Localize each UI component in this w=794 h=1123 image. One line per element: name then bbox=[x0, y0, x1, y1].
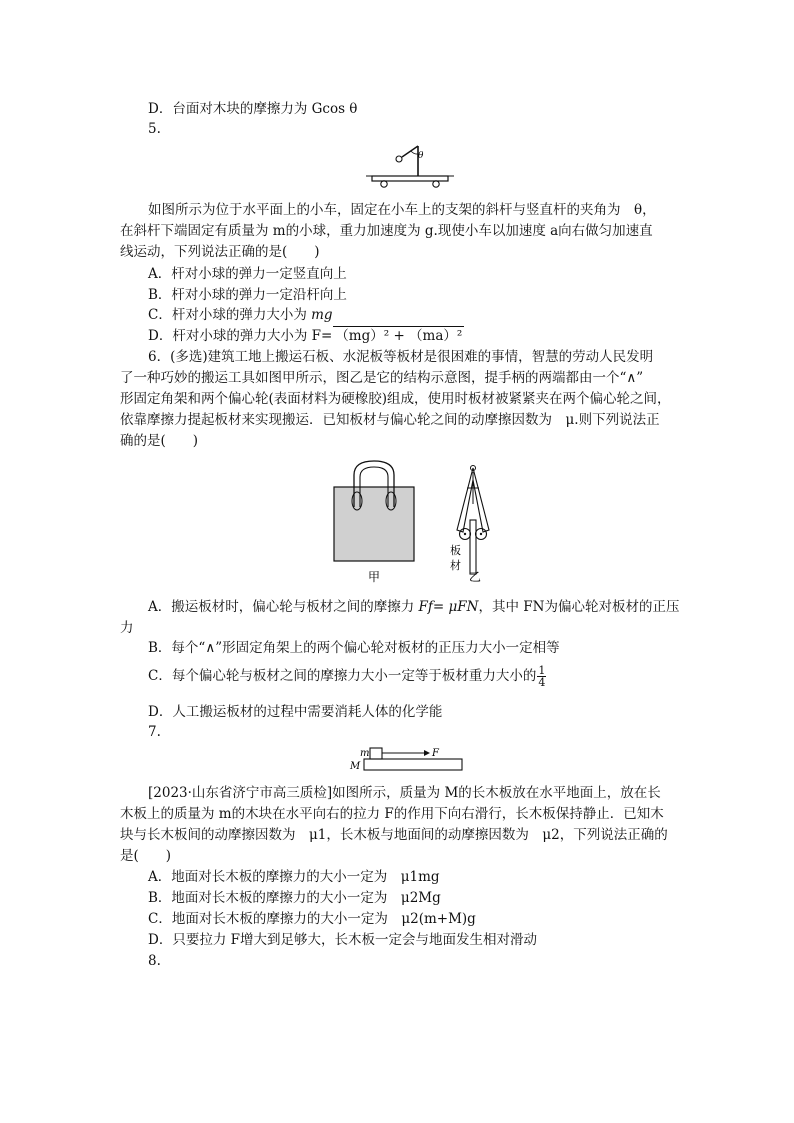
q5-option-c: C．杆对小球的弹力大小为 mg bbox=[148, 307, 333, 323]
small-block bbox=[370, 748, 382, 759]
long-board bbox=[364, 759, 462, 770]
q7-stem-line-3: 块与长木板间的动摩擦因数为 μ1，长木板与地面间的动摩擦因数为 μ2，下列说法正确的 bbox=[120, 827, 668, 843]
q7-figure bbox=[344, 742, 466, 774]
q7-option-b: B．地面对长木板的摩擦力的大小一定为 μ2Mg bbox=[148, 890, 441, 906]
q6-option-d: D．人工搬运板材的过程中需要消耗人体的化学能 bbox=[148, 704, 443, 720]
sqrt-radicand: （mg）² + （ma）² bbox=[335, 328, 463, 344]
q7-option-d: D．只要拉力 F增大到足够大，长木板一定会与地面发生相对滑动 bbox=[148, 932, 537, 948]
q7-number: 7. bbox=[148, 724, 161, 740]
label-yi: 乙 bbox=[469, 570, 482, 584]
label-ban: 板 bbox=[450, 544, 461, 557]
q7-stem-line-1: [2023·山东省济宁市高三质检]如图所示，质量为 M的长木板放在水平地面上，放在长 bbox=[148, 785, 661, 801]
q5-cart-figure bbox=[366, 140, 456, 192]
q7-option-c: C．地面对长木板的摩擦力的大小一定为 μ2(m+M)g bbox=[148, 911, 476, 927]
q6-stem-line-5: 确的是( ) bbox=[120, 433, 199, 449]
q6-option-a-line-2: 力 bbox=[120, 620, 134, 636]
label-cai: 材 bbox=[450, 559, 461, 572]
q5-stem-line-2: 在斜杆下端固定有质量为 m的小球，重力加速度为 g.现使小车以加速度 a向右做匀加速直 bbox=[120, 223, 653, 239]
q7-stem-line-2: 木板上的质量为 m的木块在水平向右的拉力 F的作用下向右滑行，长木板保持静止．已知木 bbox=[120, 806, 664, 822]
q4-option-d: D．台面对木块的摩擦力为 Gcos θ bbox=[148, 101, 358, 117]
q5-stem-line-1: 如图所示为位于水平面上的小车，固定在小车上的支架的斜杆与竖直杆的夹角为 θ， bbox=[148, 202, 656, 218]
cart-wheel-left bbox=[381, 181, 387, 187]
cart-body bbox=[372, 176, 448, 181]
q6-stem-line-2: 了一种巧妙的搬运工具如图甲所示，图乙是它的结构示意图，提手柄的两端都由一个“∧” bbox=[120, 370, 644, 386]
label-M: M bbox=[350, 761, 361, 772]
q6-option-a-line-1: A．搬运板材时，偏心轮与板材之间的摩擦力 Ff= μFN，其中 FN为偏心轮对板材的正压 bbox=[148, 599, 680, 615]
fraction-one-quarter: $\frac{1}{4}$ bbox=[538, 664, 546, 689]
q5-option-b: B．杆对小球的弹力一定沿杆向上 bbox=[148, 287, 347, 303]
q6-figure-jia bbox=[330, 457, 420, 585]
theta-label: θ bbox=[418, 151, 424, 161]
cart-wheel-right bbox=[433, 181, 439, 187]
label-jia: 甲 bbox=[368, 570, 381, 584]
q6-stem-line-3: 形固定角架和两个偏心轮(表面材料为硬橡胶)组成，使用时板材被紧紧夹在两个偏心轮之间， bbox=[120, 391, 671, 407]
ball bbox=[396, 156, 402, 162]
q7-option-a: A．地面对长木板的摩擦力的大小一定为 μ1mg bbox=[148, 869, 440, 885]
wheel-axle-left bbox=[464, 533, 466, 535]
q6-option-b: B．每个“∧”形固定角架上的两个偏心轮对板材的正压力大小一定相等 bbox=[148, 640, 560, 656]
q5-number: 5. bbox=[148, 121, 161, 137]
inclined-rod bbox=[402, 146, 418, 157]
q5-option-a: A．杆对小球的弹力一定竖直向上 bbox=[148, 266, 347, 282]
q6-figure-yi bbox=[443, 462, 513, 584]
q6-stem-line-1: 6．(多选)建筑工地上搬运石板、水泥板等板材是很困难的事情，智慧的劳动人民发明 bbox=[148, 349, 654, 365]
q8-number: 8. bbox=[148, 953, 161, 969]
slab bbox=[334, 487, 414, 561]
q6-option-c: C．每个偏心轮与板材之间的摩擦力大小一定等于板材重力大小的 $\frac{1}{4}$ bbox=[148, 664, 546, 689]
force-arrowhead bbox=[424, 750, 430, 756]
label-m: m bbox=[360, 748, 370, 759]
q6-stem-line-4: 依靠摩擦力提起板材来实现搬运．已知板材与偏心轮之间的动摩擦因数为 μ.则下列说法正 bbox=[120, 412, 660, 428]
label-F: F bbox=[432, 748, 439, 759]
q5-option-d: D．杆对小球的弹力大小为 F= （mg）² + （ma）² bbox=[148, 328, 463, 344]
board bbox=[470, 520, 476, 574]
wheel-axle-right bbox=[480, 533, 482, 535]
q5-stem-line-3: 线运动，下列说法正确的是( ) bbox=[120, 244, 320, 260]
q7-stem-line-4: 是( ) bbox=[120, 848, 172, 864]
angle-arc bbox=[411, 151, 418, 154]
